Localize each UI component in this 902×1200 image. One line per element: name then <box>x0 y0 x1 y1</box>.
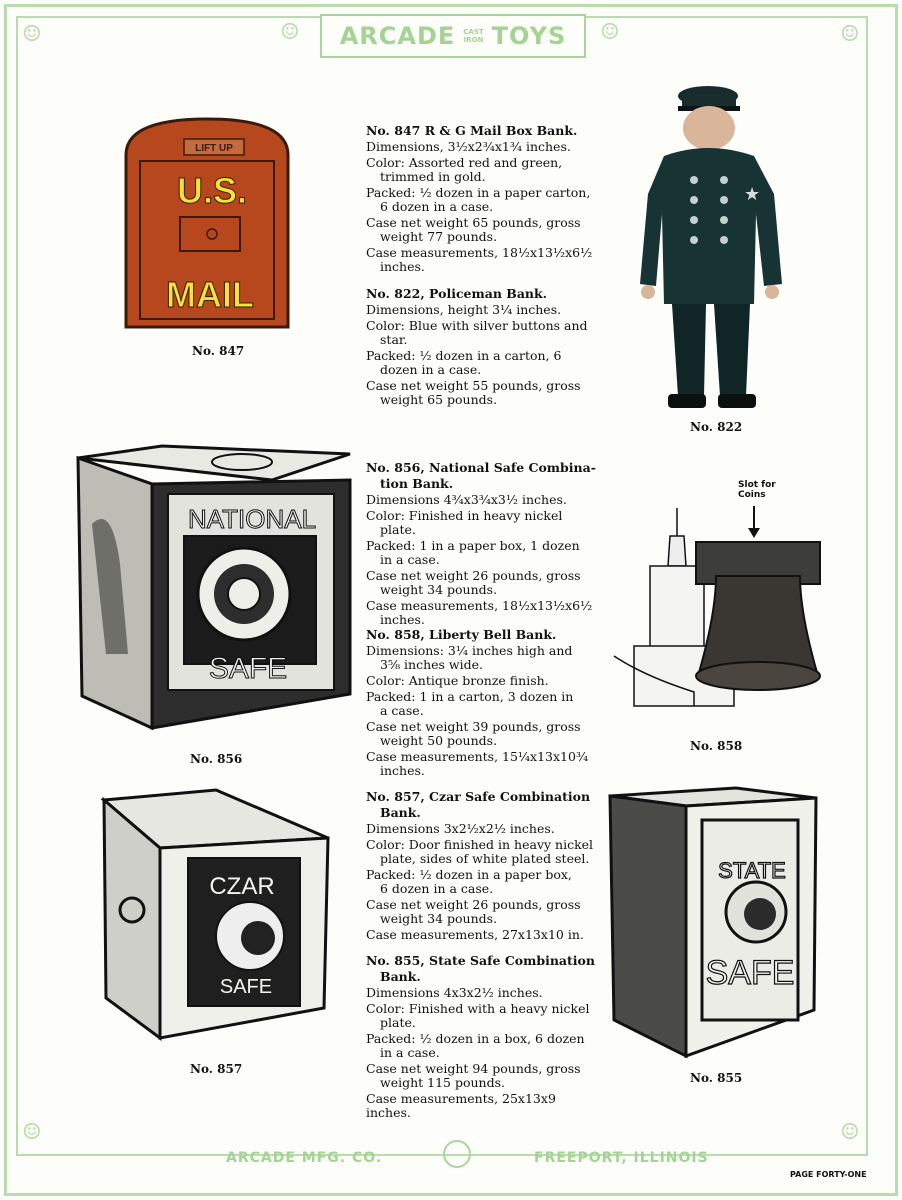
spec-line: Packed: ½ dozen in a carton, 6 <box>366 348 562 363</box>
spec-line: Case measurements, 15¼x13x10¾ <box>366 749 589 764</box>
spec-line: in a case. <box>380 1045 440 1060</box>
spec-line: inches. <box>380 612 425 627</box>
spec-line: Case net weight 26 pounds, gross <box>366 897 581 912</box>
spec-entry <box>366 690 596 718</box>
spec-line: plate. <box>380 522 416 537</box>
spec-entry <box>366 599 596 627</box>
mailbox-bank-image <box>118 115 296 337</box>
item-caption: No. 858 <box>690 739 743 753</box>
corner-figure-icon: ☺ <box>22 22 42 47</box>
header-figure-icon: ☺ <box>600 20 620 45</box>
policeman-bank-image <box>636 84 788 426</box>
spec-line: 6 dozen in a case. <box>380 199 494 214</box>
mailbox-spec-lines <box>366 140 596 274</box>
policeman-spec-lines <box>366 303 596 407</box>
header-figure-icon: ☺ <box>280 20 300 45</box>
spec-entry <box>366 898 596 926</box>
header-banner <box>320 14 586 58</box>
libertybell-description <box>366 628 596 780</box>
national-description <box>366 461 596 629</box>
spec-entry <box>366 246 596 274</box>
spec-entry <box>366 140 596 154</box>
spec-entry <box>366 750 596 778</box>
svg-text:NATIONAL: NATIONAL <box>187 504 317 534</box>
spec-line: 3⅝ inches wide. <box>380 657 483 672</box>
spec-line: 6 dozen in a case. <box>380 881 494 896</box>
spec-entry <box>366 674 596 688</box>
spec-line: Dimensions, height 3¼ inches. <box>366 302 562 317</box>
item-title: No. 856, National Safe Combina- <box>366 460 596 475</box>
spec-line: in a case. <box>380 552 440 567</box>
spec-line: Case net weight 94 pounds, gross <box>366 1061 581 1076</box>
spec-line: dozen in a case. <box>380 362 482 377</box>
corner-figure-icon: ☺ <box>22 1120 42 1145</box>
spec-entry <box>366 1062 596 1090</box>
corner-figure-icon: ☺ <box>840 22 860 47</box>
svg-text:★: ★ <box>744 184 761 205</box>
item-title-cont: tion Bank. <box>380 476 454 491</box>
spec-line: weight 77 pounds. <box>380 229 498 244</box>
spec-line: Case measurements, 18½x13½x6½ <box>366 245 593 260</box>
brand-name: ARCADE <box>339 22 456 50</box>
footer-company: ARCADE MFG. CO. <box>226 1150 383 1166</box>
svg-text:MAIL: MAIL <box>166 274 254 315</box>
libertybell-spec-lines <box>366 644 596 778</box>
spec-line: Packed: 1 in a carton, 3 dozen in <box>366 689 574 704</box>
policeman-description <box>366 287 596 409</box>
svg-text:SAFE: SAFE <box>208 652 288 685</box>
spec-entry <box>366 644 596 672</box>
spec-line: star. <box>380 332 408 347</box>
state-description <box>366 954 596 1122</box>
liberty-bell-image <box>604 506 838 736</box>
czar-spec-lines <box>366 822 596 942</box>
spec-line: trimmed in gold. <box>380 169 486 184</box>
spec-entry <box>366 1032 596 1060</box>
spec-entry <box>366 379 596 407</box>
spec-line: Color: Antique bronze finish. <box>366 673 549 688</box>
spec-line: weight 65 pounds. <box>380 392 498 407</box>
spec-line: Case measurements, 25x13x9 inches. <box>366 1091 556 1120</box>
spec-entry <box>366 822 596 836</box>
item-title: No. 822, Policeman Bank. <box>366 286 548 301</box>
spec-line: Color: Finished in heavy nickel <box>366 508 563 523</box>
spec-entry <box>366 509 596 537</box>
spec-line: Packed: ½ dozen in a paper carton, <box>366 185 591 200</box>
spec-entry <box>366 1002 596 1030</box>
product-name: TOYS <box>491 22 567 50</box>
page-number: PAGE FORTY-ONE <box>790 1170 867 1179</box>
state-safe-image <box>606 784 820 1068</box>
spec-entry <box>366 493 596 507</box>
czar-safe-image <box>100 788 332 1054</box>
item-title: No. 847 R & G Mail Box Bank. <box>366 123 578 138</box>
spec-line: Color: Assorted red and green, <box>366 155 563 170</box>
corner-figure-icon: ☺ <box>840 1120 860 1145</box>
item-caption: No. 855 <box>690 1071 743 1085</box>
footer-location: FREEPORT, ILLINOIS <box>534 1150 709 1166</box>
item-caption: No. 822 <box>690 420 743 434</box>
spec-entry <box>366 928 596 942</box>
mailbox-description <box>366 124 596 276</box>
item-title-cont: Bank. <box>380 969 421 984</box>
slot-for-coins-note: Slot for Coins <box>738 480 776 500</box>
spec-line: inches. <box>380 259 425 274</box>
spec-entry <box>366 303 596 317</box>
spec-line: Packed: 1 in a paper box, 1 dozen <box>366 538 580 553</box>
item-caption: No. 847 <box>192 344 245 358</box>
spec-line: Case net weight 65 pounds, gross <box>366 215 581 230</box>
spec-entry <box>366 539 596 567</box>
svg-text:SAFE: SAFE <box>219 976 273 998</box>
svg-text:STATE: STATE <box>718 858 786 883</box>
svg-text:U.S.: U.S. <box>176 170 248 211</box>
spec-entry <box>366 216 596 244</box>
item-title-cont: Bank. <box>380 805 421 820</box>
item-title: No. 855, State Safe Combination <box>366 953 595 968</box>
spec-line: Dimensions 4x3x2½ inches. <box>366 985 543 1000</box>
spec-line: a case. <box>380 703 424 718</box>
spec-line: Case net weight 39 pounds, gross <box>366 719 581 734</box>
spec-line: Packed: ½ dozen in a box, 6 dozen <box>366 1031 585 1046</box>
spec-line: Dimensions 3x2½x2½ inches. <box>366 821 555 836</box>
spec-line: Packed: ½ dozen in a paper box, <box>366 867 572 882</box>
national-spec-lines <box>366 493 596 627</box>
spec-entry <box>366 156 596 184</box>
state-spec-lines <box>366 986 596 1120</box>
spec-line: Dimensions: 3¼ inches high and <box>366 643 573 658</box>
svg-text:CZAR: CZAR <box>209 873 275 900</box>
spec-line: weight 50 pounds. <box>380 733 498 748</box>
spec-line: weight 34 pounds. <box>380 911 498 926</box>
spec-line: plate, sides of white plated steel. <box>380 851 590 866</box>
spec-entry <box>366 186 596 214</box>
spec-line: plate. <box>380 1015 416 1030</box>
spec-entry <box>366 319 596 347</box>
item-title: No. 857, Czar Safe Combination <box>366 789 591 804</box>
spec-entry <box>366 986 596 1000</box>
spec-line: weight 115 pounds. <box>380 1075 505 1090</box>
spec-line: Case net weight 55 pounds, gross <box>366 378 581 393</box>
national-safe-image <box>72 444 354 738</box>
footer-logo-icon <box>443 1140 471 1168</box>
spec-line: Case measurements, 27x13x10 in. <box>366 927 584 942</box>
item-caption: No. 856 <box>190 752 243 766</box>
czar-description <box>366 790 596 944</box>
spec-line: Color: Finished with a heavy nickel <box>366 1001 590 1016</box>
item-title: No. 858, Liberty Bell Bank. <box>366 627 557 642</box>
svg-text:SAFE: SAFE <box>705 954 795 992</box>
spec-line: Dimensions 4¾x3¾x3½ inches. <box>366 492 567 507</box>
spec-line: Color: Blue with silver buttons and <box>366 318 588 333</box>
spec-line: Color: Door finished in heavy nickel <box>366 837 594 852</box>
svg-text:LIFT UP: LIFT UP <box>195 143 233 154</box>
spec-entry <box>366 569 596 597</box>
spec-entry <box>366 349 596 377</box>
item-caption: No. 857 <box>190 1062 243 1076</box>
spec-line: weight 34 pounds. <box>380 582 498 597</box>
spec-entry <box>366 838 596 866</box>
spec-line: inches. <box>380 763 425 778</box>
spec-entry <box>366 868 596 896</box>
spec-entry <box>366 720 596 748</box>
spec-line: Case measurements, 18½x13½x6½ <box>366 598 593 613</box>
cast-iron-label: CAST IRON <box>463 28 484 44</box>
spec-line: Dimensions, 3½x2¾x1¾ inches. <box>366 139 571 154</box>
spec-entry <box>366 1092 596 1120</box>
spec-line: Case net weight 26 pounds, gross <box>366 568 581 583</box>
